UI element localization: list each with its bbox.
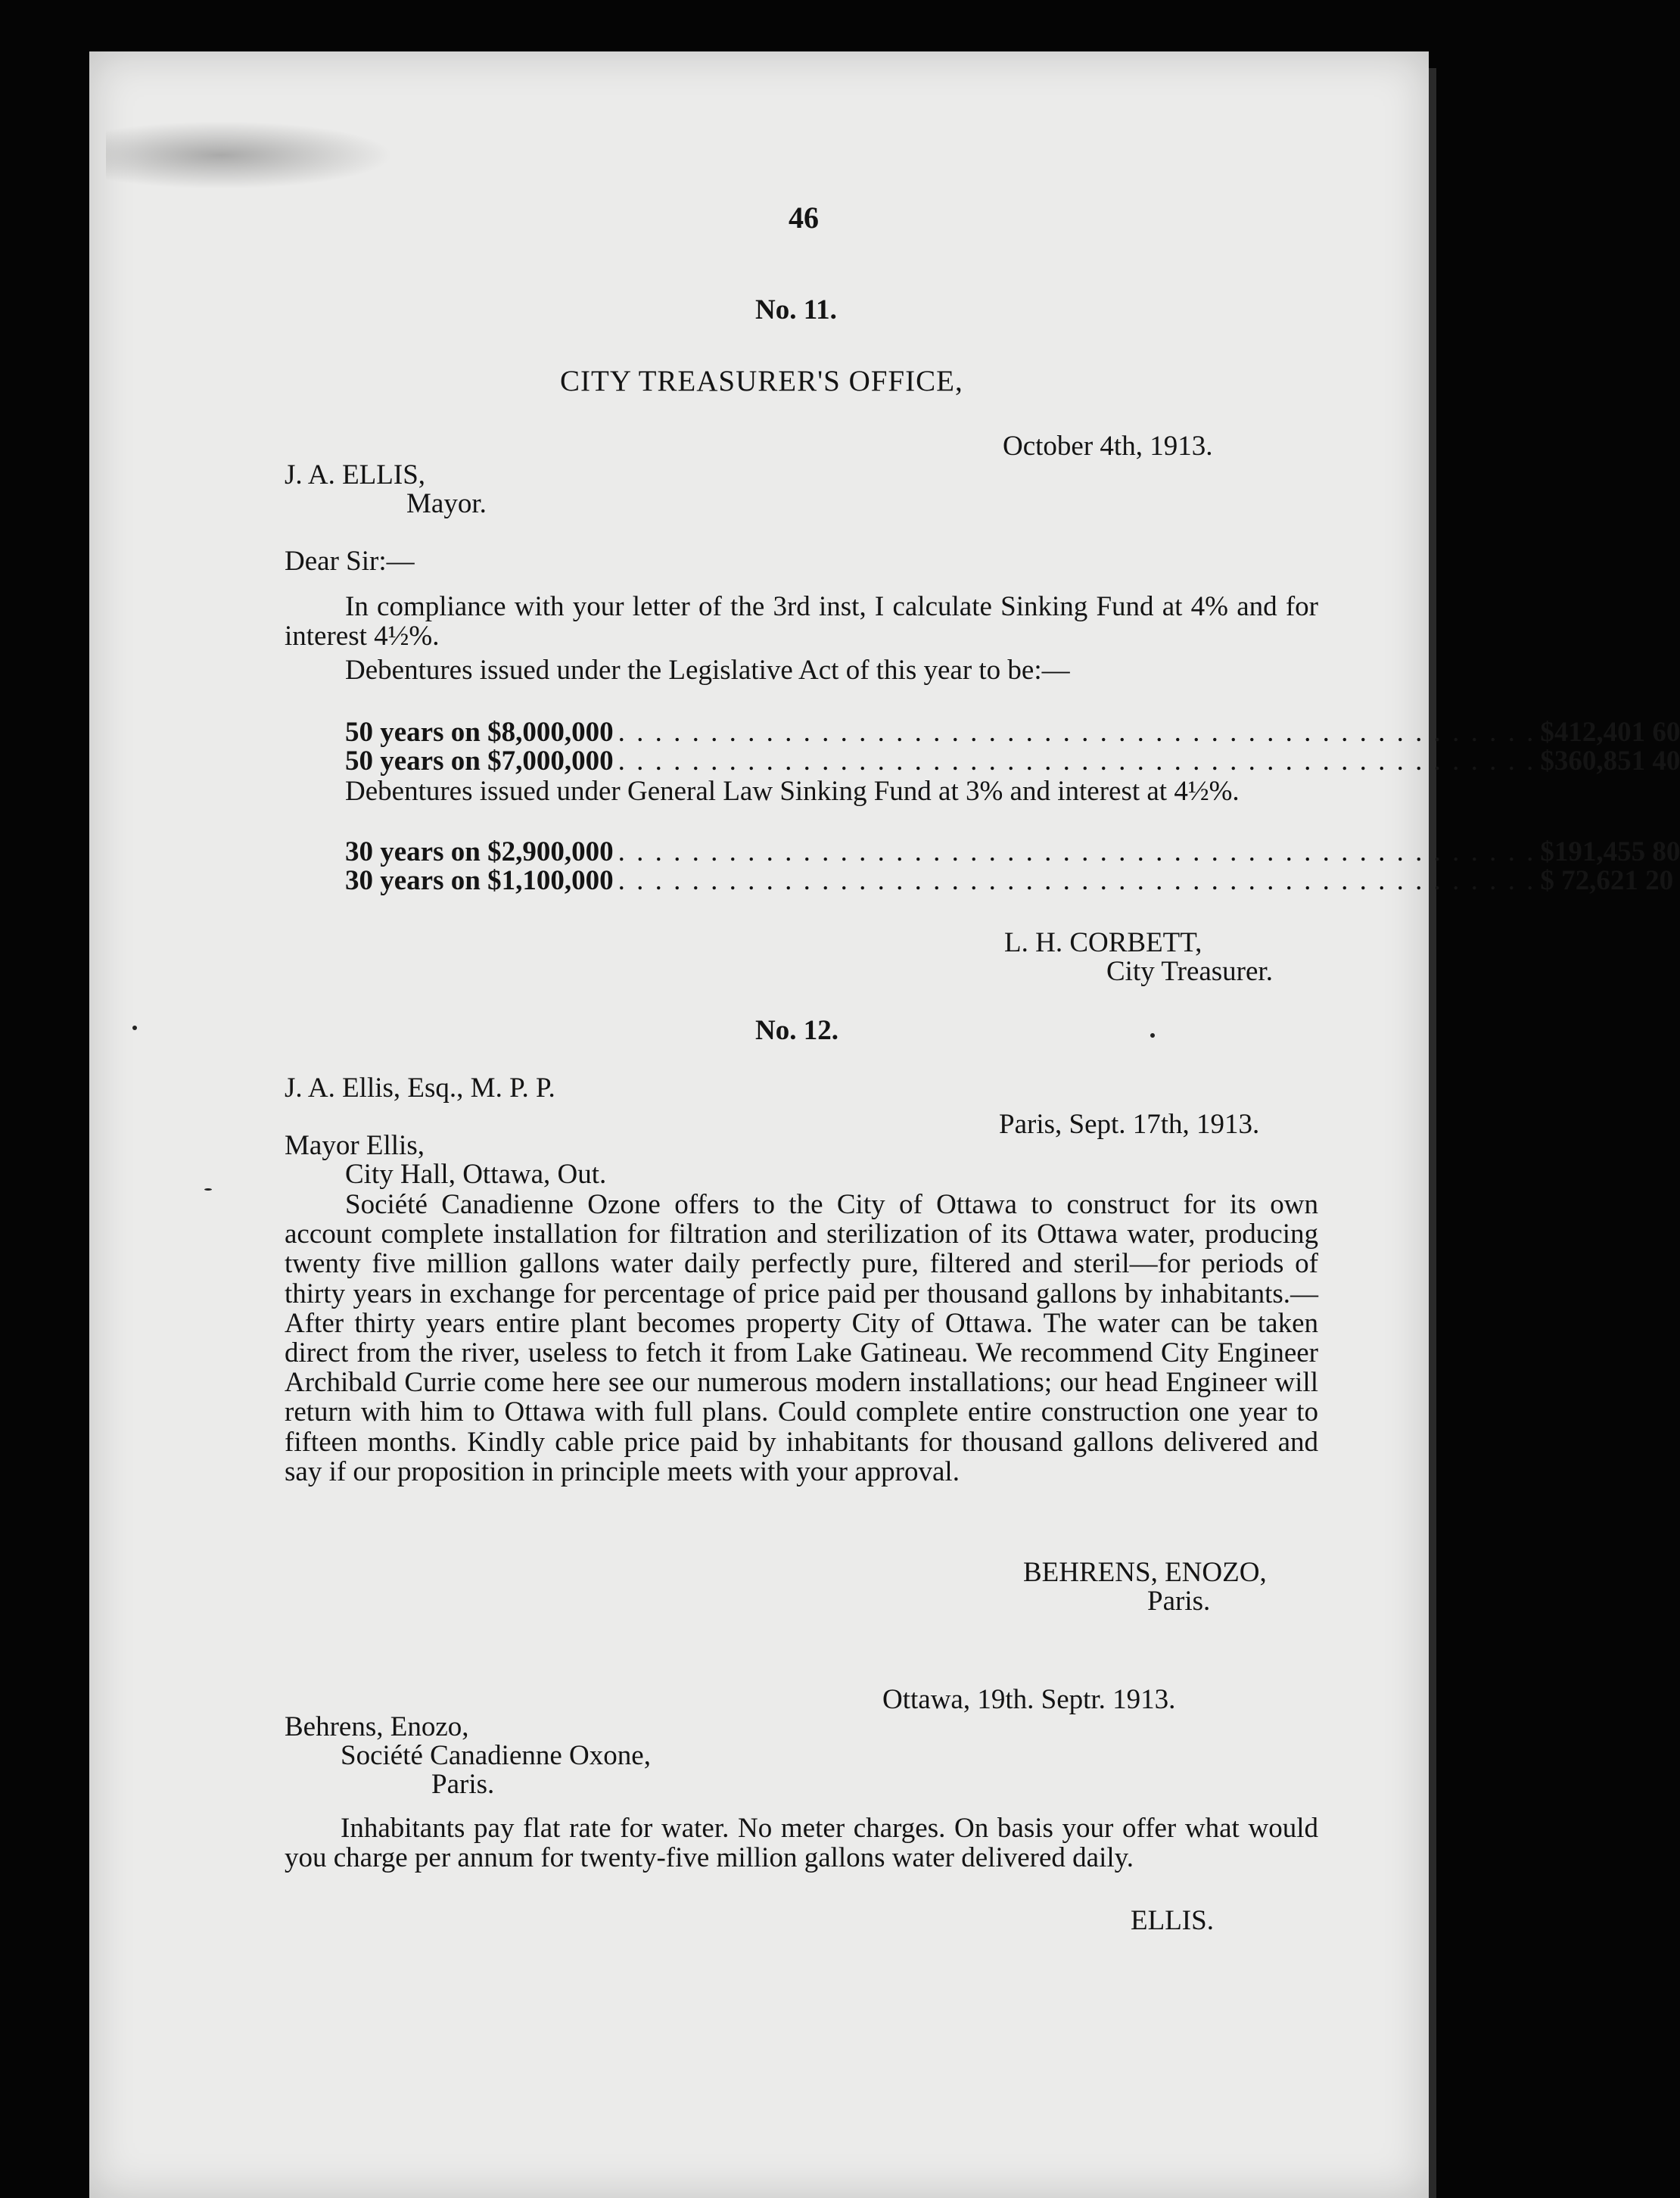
office-heading: CITY TREASURER'S OFFICE, (560, 365, 963, 397)
letter12-body: Société Canadienne Ozone offers to the City of Ottawa to construct for its own account complete installation for filtration and sterilization of its Ottawa water, producing twenty five million gallons water daily perfectly pure, filtered and steril—for periods of thirty years in exchange for percentage of price paid per thousand gallons by inhabitants.—After thirty years entire plant becomes property City of Ottawa. The water can be taken direct from the river, useless to fetch it from Lake Gatineau. We recommend City Engineer Archibald Currie come here see our numerous modern installations; our head Engineer will return with him to Ottawa with full plans. Could complete entire construction one year to fifteen months. Kindly cable price paid by inhabitants for thousand gallons delivered and say if our proposition in principle meets with your approval. (285, 1189, 1318, 1487)
letter12-to-line: J. A. Ellis, Esq., M. P. P. (285, 1073, 555, 1104)
letter12-heading: No. 12. (755, 1015, 838, 1046)
facing-page-edge (1429, 68, 1436, 2198)
letter11-salutation: Dear Sir:— (285, 546, 415, 577)
dot-leader: . . . . . . . . . . . . . . . . . . . . . . . . . . . . . . . . . . . . . . . . . . . . . . . . . . (618, 717, 1536, 748)
table-row (345, 746, 1680, 777)
row-label: 30 years on $2,900,000 (345, 836, 614, 867)
row-amount: $412,401 60 (1540, 717, 1680, 748)
letter11-date: October 4th, 1913. (1003, 431, 1213, 462)
dot-leader: . . . . . . . . . . . . . . . . . . . . . . . . . . . . . . . . . . . . . . . . . . . . . . . . . . (618, 836, 1536, 867)
letter12-signature-name: BEHRENS, ENOZO, (1023, 1557, 1267, 1588)
letter12-addressee-address: City Hall, Ottawa, Out. (345, 1159, 607, 1190)
table-row (345, 865, 1674, 896)
scan-speck (1150, 1033, 1155, 1038)
dot-leader: . . . . . . . . . . . . . . . . . . . . . . . . . . . . . . . . . . . . . . . . . . . . . . . . . . (618, 746, 1536, 777)
row-label: 50 years on $8,000,000 (345, 717, 614, 748)
row-label: 30 years on $1,100,000 (345, 865, 614, 896)
reply-addressee-company: Société Canadienne Oxone, (341, 1740, 651, 1771)
table-row (345, 717, 1680, 748)
letter12-addressee-name: Mayor Ellis, (285, 1130, 425, 1161)
row-amount: $ 72,621 20 (1540, 865, 1674, 896)
page-number: 46 (789, 201, 819, 235)
letter11-signature-title: City Treasurer. (1106, 956, 1273, 987)
scan-speck (204, 1188, 212, 1191)
letter11-body-paragraph-3: Debentures issued under General Law Sinking Fund at 3% and interest at 4½%. (345, 776, 1240, 807)
letter11-heading: No. 11. (755, 294, 837, 325)
reply-body: Inhabitants pay flat rate for water. No meter charges. On basis your offer what would you charge per annum for twenty-five million gallons water delivered daily. (285, 1813, 1318, 1874)
row-amount: $191,455 80 (1540, 836, 1680, 867)
table-row (345, 836, 1680, 867)
scan-smudge (106, 121, 394, 189)
dot-leader: . . . . . . . . . . . . . . . . . . . . . . . . . . . . . . . . . . . . . . . . . . . . . . . . . . (618, 865, 1536, 896)
letter11-body-paragraph-1: In compliance with your letter of the 3rd inst, I calculate Sinking Fund at 4% and for interest 4½%. (285, 591, 1318, 652)
reply-signature: ELLIS. (1131, 1905, 1214, 1936)
row-amount: $360,851 40 (1540, 746, 1680, 777)
letter11-addressee-name: J. A. ELLIS, (285, 459, 426, 490)
reply-date: Ottawa, 19th. Septr. 1913. (882, 1684, 1176, 1715)
letter12-signature-place: Paris. (1147, 1586, 1211, 1617)
letter12-date: Paris, Sept. 17th, 1913. (999, 1109, 1260, 1140)
row-label: 50 years on $7,000,000 (345, 746, 614, 777)
reply-addressee-place: Paris. (431, 1769, 495, 1800)
reply-addressee-name: Behrens, Enozo, (285, 1711, 469, 1742)
letter11-signature-name: L. H. CORBETT, (1004, 927, 1202, 958)
letter11-body-paragraph-2: Debentures issued under the Legislative Act of this year to be:— (345, 655, 1070, 686)
letter11-addressee-title: Mayor. (406, 488, 487, 519)
scan-speck (132, 1026, 137, 1030)
